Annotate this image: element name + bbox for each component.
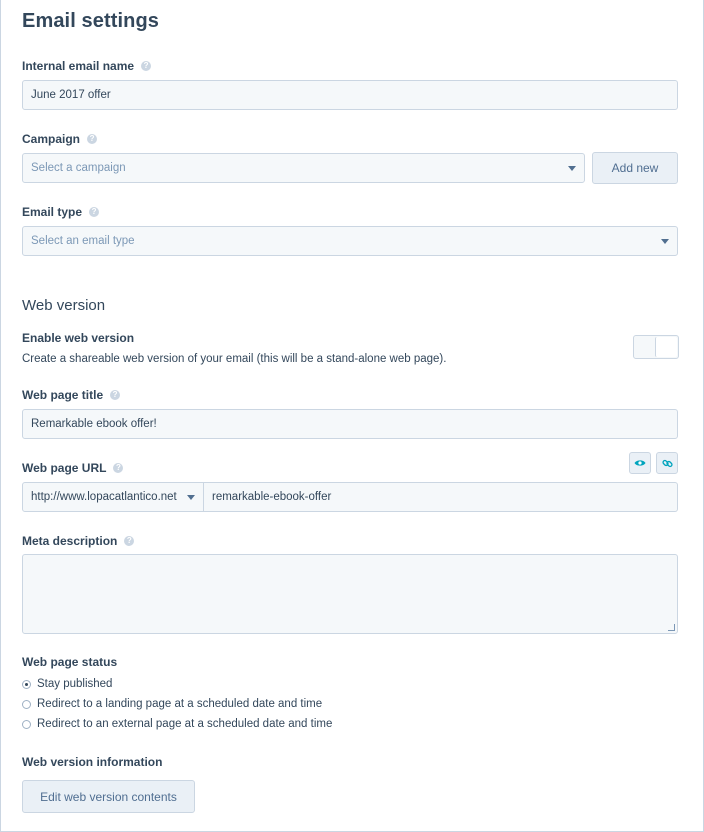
enable-web-version-label: Enable web version	[22, 331, 135, 345]
campaign-select[interactable]	[22, 153, 585, 183]
chevron-down-icon	[187, 495, 195, 500]
link-icon	[662, 458, 673, 469]
chevron-down-icon	[568, 166, 576, 171]
internal-name-field[interactable]	[22, 80, 678, 110]
web-page-url-label-text: Web page URL	[22, 461, 107, 475]
page-title: Email settings	[22, 10, 159, 32]
help-icon[interactable]: ?	[89, 207, 99, 217]
help-icon[interactable]: ?	[87, 134, 97, 144]
chevron-down-icon	[661, 239, 669, 244]
eye-icon	[634, 459, 646, 467]
help-icon[interactable]: ?	[141, 61, 151, 71]
web-page-title-field[interactable]	[22, 409, 678, 439]
url-slug-value: remarkable-ebook-offer	[212, 491, 332, 503]
campaign-label	[22, 132, 97, 146]
add-campaign-button-label: Add new	[611, 161, 659, 175]
enable-web-version-description: Create a shareable web version of your email (this will be a stand-alone web page).	[22, 353, 447, 365]
web-page-title-label	[22, 388, 120, 402]
resize-handle-icon[interactable]	[668, 624, 675, 631]
meta-description-label	[22, 534, 134, 548]
web-version-info-label: Web version information	[22, 755, 163, 769]
status-option-label: Redirect to a landing page at a scheduled date and time	[37, 698, 323, 710]
campaign-label-text: Campaign	[22, 132, 81, 146]
web-page-status-label: Web page status	[22, 655, 118, 669]
campaign-placeholder: Select a campaign	[31, 162, 126, 174]
edit-web-version-button-label: Edit web version contents	[40, 789, 177, 804]
help-icon[interactable]: ?	[113, 463, 123, 473]
meta-description-label-text: Meta description	[22, 534, 118, 548]
url-slug-field[interactable]	[204, 482, 678, 512]
add-campaign-button[interactable]	[592, 152, 678, 184]
web-version-heading: Web version	[22, 297, 106, 314]
status-option-label: Redirect to an external page at a scheduled date and time	[37, 718, 333, 730]
internal-name-label	[22, 59, 151, 73]
email-type-label-text: Email type	[22, 205, 83, 219]
internal-name-label-text: Internal email name	[22, 59, 135, 73]
radio-icon[interactable]	[22, 700, 31, 709]
web-page-url-label	[22, 461, 123, 475]
preview-url-button[interactable]	[629, 452, 651, 474]
web-page-title-label-text: Web page title	[22, 388, 104, 402]
url-domain-select[interactable]	[22, 482, 204, 512]
help-icon[interactable]: ?	[110, 390, 120, 400]
status-option-redirect-landing[interactable]	[22, 698, 322, 710]
radio-selected-icon[interactable]	[22, 680, 31, 689]
help-icon[interactable]: ?	[124, 536, 134, 546]
email-type-placeholder: Select an email type	[31, 235, 135, 247]
enable-web-version-toggle[interactable]	[633, 335, 679, 359]
status-option-redirect-external[interactable]	[22, 718, 332, 730]
email-type-select[interactable]	[22, 226, 678, 256]
toggle-knob	[655, 337, 677, 357]
status-option-stay-published[interactable]	[22, 678, 112, 690]
email-type-label	[22, 205, 99, 219]
radio-icon[interactable]	[22, 720, 31, 729]
internal-name-value: June 2017 offer	[31, 89, 111, 101]
copy-link-button[interactable]	[656, 452, 678, 474]
status-option-label: Stay published	[37, 678, 113, 690]
edit-web-version-button[interactable]	[22, 780, 195, 813]
url-domain-value: http://www.lopacatlantico.net	[31, 491, 177, 503]
meta-description-textarea[interactable]	[22, 554, 678, 634]
web-page-title-value: Remarkable ebook offer!	[31, 418, 157, 430]
